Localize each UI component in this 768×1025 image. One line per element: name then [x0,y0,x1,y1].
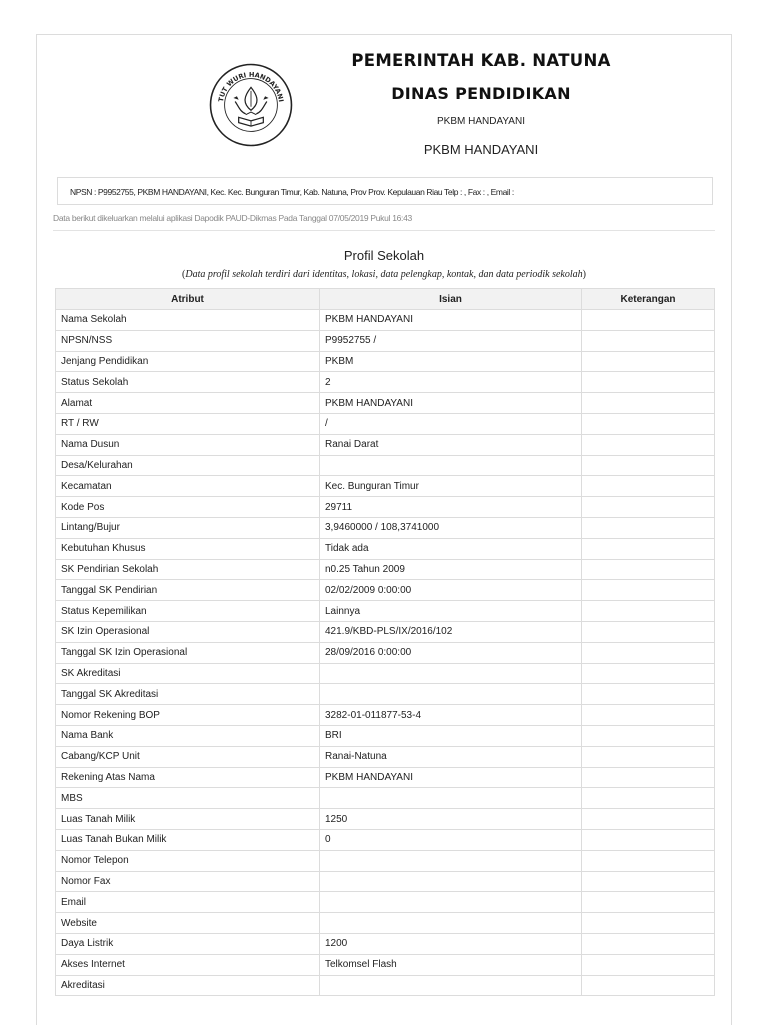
cell-isian: Telkomsel Flash [320,954,582,975]
cell-isian: BRI [320,725,582,746]
cell-keterangan [582,538,715,559]
cell-keterangan [582,413,715,434]
table-row [56,809,715,830]
cell-isian: 3282-01-011877-53-4 [320,705,582,726]
table-row [56,580,715,601]
cell-atribut: RT / RW [56,413,320,434]
cell-keterangan [582,497,715,518]
cell-isian: PKBM HANDAYANI [320,310,582,331]
cell-keterangan [582,892,715,913]
cell-atribut: Website [56,913,320,934]
cell-isian: P9952755 / [320,330,582,351]
table-row [56,413,715,434]
cell-atribut: Kode Pos [56,497,320,518]
header-government: PEMERINTAH KAB. NATUNA [351,51,611,70]
cell-keterangan [582,642,715,663]
cell-atribut: Status Sekolah [56,372,320,393]
table-row [56,684,715,705]
cell-atribut: Jenjang Pendidikan [56,351,320,372]
cell-isian: 3,9460000 / 108,3741000 [320,517,582,538]
table-row [56,455,715,476]
table-row [56,434,715,455]
document-page [36,34,732,1025]
cell-keterangan [582,559,715,580]
cell-keterangan [582,372,715,393]
cell-keterangan [582,517,715,538]
cell-keterangan [582,913,715,934]
table-row [56,476,715,497]
cell-isian: PKBM HANDAYANI [320,393,582,414]
header-school-small: PKBM HANDAYANI [437,116,525,127]
header-school-name: PKBM HANDAYANI [423,142,539,157]
cell-atribut: Luas Tanah Bukan Milik [56,829,320,850]
school-info-text: NPSN : P9952755, PKBM HANDAYANI, Kec. Kec. Bunguran Timur, Kab. Natuna, Prov Prov. Kepulauan Riau Telp : , Fax : , Email : [70,187,514,197]
table-row [56,621,715,642]
cell-atribut: Email [56,892,320,913]
table-row [56,351,715,372]
cell-atribut: Lintang/Bujur [56,517,320,538]
cell-keterangan [582,663,715,684]
table-row [56,933,715,954]
cell-atribut: Kebutuhan Khusus [56,538,320,559]
cell-isian: PKBM HANDAYANI [320,767,582,788]
cell-atribut: Tanggal SK Akreditasi [56,684,320,705]
cell-isian: 421.9/KBD-PLS/IX/2016/102 [320,621,582,642]
cell-isian: / [320,413,582,434]
cell-atribut: SK Izin Operasional [56,621,320,642]
svg-text:TUT WURI HANDAYANI: TUT WURI HANDAYANI [216,70,285,103]
cell-keterangan [582,330,715,351]
table-row [56,559,715,580]
cell-atribut: Tanggal SK Pendirian [56,580,320,601]
cell-atribut: Desa/Kelurahan [56,455,320,476]
table-row [56,642,715,663]
cell-keterangan [582,850,715,871]
cell-keterangan [582,746,715,767]
divider [53,230,715,231]
table-row [56,372,715,393]
cell-isian: Tidak ada [320,538,582,559]
table-row [56,850,715,871]
cell-atribut: Tanggal SK Izin Operasional [56,642,320,663]
table-row [56,829,715,850]
table-row [56,705,715,726]
table-row [56,871,715,892]
cell-isian: Ranai-Natuna [320,746,582,767]
cell-atribut: Akses Internet [56,954,320,975]
cell-atribut: Nomor Rekening BOP [56,705,320,726]
cell-atribut: Nama Dusun [56,434,320,455]
table-row [56,892,715,913]
table-row [56,517,715,538]
generated-notice: Data berikut dikeluarkan melalui aplikasi Dapodik PAUD-Dikmas Pada Tanggal 07/05/2019 Pukul 16:43 [53,213,412,223]
cell-keterangan [582,580,715,601]
table-row [56,725,715,746]
table-row [56,788,715,809]
cell-atribut: Alamat [56,393,320,414]
cell-isian [320,913,582,934]
tut-wuri-handayani-logo [207,61,295,149]
cell-atribut: Nama Bank [56,725,320,746]
profile-table [55,288,715,996]
cell-atribut: Status Kepemilikan [56,601,320,622]
cell-atribut: NPSN/NSS [56,330,320,351]
cell-isian: 02/02/2009 0:00:00 [320,580,582,601]
section-title: Profil Sekolah [343,248,425,263]
cell-isian: Lainnya [320,601,582,622]
cell-isian [320,892,582,913]
cell-keterangan [582,455,715,476]
cell-isian [320,975,582,996]
cell-keterangan [582,476,715,497]
cell-keterangan [582,871,715,892]
cell-isian: 29711 [320,497,582,518]
cell-keterangan [582,809,715,830]
table-row [56,601,715,622]
cell-atribut: Daya Listrik [56,933,320,954]
table-row [56,310,715,331]
cell-atribut: Nomor Telepon [56,850,320,871]
cell-atribut: Nama Sekolah [56,310,320,331]
cell-isian [320,850,582,871]
cell-isian: 1250 [320,809,582,830]
school-info-box [57,177,713,205]
table-header-row [56,289,715,310]
table-row [56,663,715,684]
cell-isian [320,455,582,476]
table-row [56,746,715,767]
cell-keterangan [582,954,715,975]
cell-isian [320,684,582,705]
letterhead [37,35,731,175]
cell-keterangan [582,767,715,788]
cell-atribut: Luas Tanah Milik [56,809,320,830]
cell-atribut: MBS [56,788,320,809]
table-row [56,767,715,788]
column-header-keterangan: Keterangan [582,289,715,310]
cell-keterangan [582,975,715,996]
cell-isian [320,788,582,809]
cell-isian: 0 [320,829,582,850]
table-row [56,497,715,518]
cell-keterangan [582,725,715,746]
column-header-isian: Isian [320,289,582,310]
table-row [56,954,715,975]
cell-isian [320,663,582,684]
cell-keterangan [582,788,715,809]
cell-atribut: Kecamatan [56,476,320,497]
cell-isian: 1200 [320,933,582,954]
cell-keterangan [582,705,715,726]
cell-keterangan [582,829,715,850]
table-row [56,393,715,414]
cell-isian: 28/09/2016 0:00:00 [320,642,582,663]
cell-isian: 2 [320,372,582,393]
section-subtitle-text: Data profil sekolah terdiri dari identitas, lokasi, data pelengkap, kontak, dan data periodik sekolah [185,269,583,280]
section-subtitle: (Data profil sekolah terdiri dari identitas, lokasi, data pelengkap, kontak, dan data periodik sekolah) [182,269,586,280]
cell-atribut: SK Pendirian Sekolah [56,559,320,580]
header-department: DINAS PENDIDIKAN [391,84,571,103]
cell-keterangan [582,684,715,705]
cell-isian: Ranai Darat [320,434,582,455]
cell-keterangan [582,601,715,622]
cell-atribut: SK Akreditasi [56,663,320,684]
cell-atribut: Akreditasi [56,975,320,996]
cell-keterangan [582,434,715,455]
cell-isian [320,871,582,892]
cell-isian: Kec. Bunguran Timur [320,476,582,497]
cell-keterangan [582,393,715,414]
table-body [56,310,715,996]
cell-keterangan [582,310,715,331]
cell-isian: PKBM [320,351,582,372]
cell-keterangan [582,933,715,954]
column-header-atribut: Atribut [56,289,320,310]
table-row [56,975,715,996]
cell-isian: n0.25 Tahun 2009 [320,559,582,580]
table-row [56,538,715,559]
cell-keterangan [582,621,715,642]
cell-atribut: Cabang/KCP Unit [56,746,320,767]
cell-keterangan [582,351,715,372]
cell-atribut: Rekening Atas Nama [56,767,320,788]
table-row [56,913,715,934]
table-row [56,330,715,351]
cell-atribut: Nomor Fax [56,871,320,892]
